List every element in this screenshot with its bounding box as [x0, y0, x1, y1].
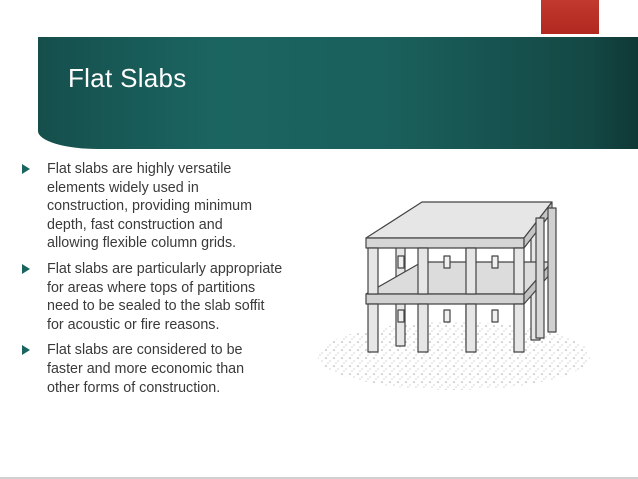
top-slab: [366, 202, 552, 238]
bullet-item: [22, 341, 322, 397]
flat-slab-frame-illustration: [316, 196, 616, 392]
bullet-item: [22, 160, 322, 253]
bullet-list: [22, 160, 322, 404]
bullet-text: Flat slabs are considered to be faster and more economic than other forms of construction.: [47, 342, 245, 396]
arrow-bullet-icon: [22, 345, 30, 355]
slide-title: Flat Slabs: [68, 63, 187, 93]
accent-tab: [541, 0, 599, 34]
bullet-item: [22, 260, 322, 334]
bullet-text: Flat slabs are highly versatile elements widely used in construction, providing minimum depth, fast construction and allowing flexible column grids.: [47, 161, 253, 252]
arrow-bullet-icon: [22, 164, 30, 174]
arrow-bullet-icon: [22, 264, 30, 274]
bullet-text: Flat slabs are particularly appropriate for areas where tops of partitions need to be sealed to the slab soffit for acoustic or fire reasons.: [47, 260, 283, 333]
